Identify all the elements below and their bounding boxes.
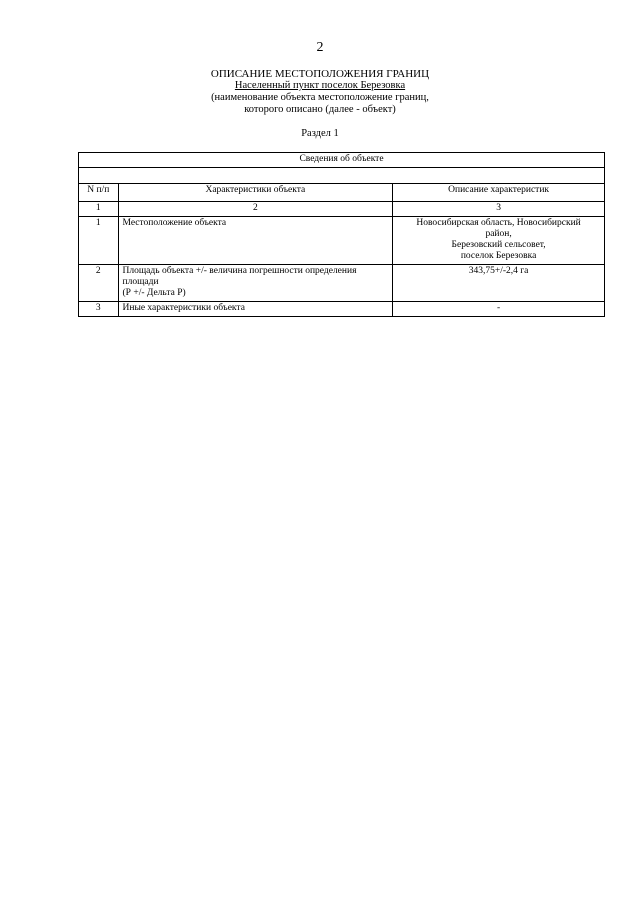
column-header-num: N п/п	[79, 184, 119, 202]
row-description-line: Новосибирская область, Новосибирский	[416, 218, 581, 228]
row-description: -	[393, 302, 605, 317]
column-index-2: 2	[118, 202, 393, 217]
row-description-line: Березовский сельсовет,	[451, 240, 546, 250]
row-number: 2	[79, 265, 119, 302]
table-empty-row	[79, 168, 605, 184]
table-row	[79, 265, 605, 302]
row-description	[393, 217, 605, 265]
row-characteristic: Местоположение объекта	[118, 217, 393, 265]
header-note-line1: (наименование объекта местоположение границ,	[211, 92, 429, 103]
row-characteristic-line: (Р +/- Дельта Р)	[122, 288, 186, 298]
row-characteristic: Иные характеристики объекта	[118, 302, 393, 317]
section-label: Раздел 1	[301, 128, 339, 139]
row-number: 3	[79, 302, 119, 317]
row-description-line: поселок Березовка	[460, 251, 537, 261]
column-header-characteristic: Характеристики объекта	[118, 184, 393, 202]
document-header	[0, 68, 640, 116]
row-characteristic-line: площади	[122, 277, 159, 287]
row-number: 1	[79, 217, 119, 265]
table-row	[79, 217, 605, 265]
table-header-row	[79, 184, 605, 202]
column-index-1: 1	[79, 202, 119, 217]
row-characteristic	[118, 265, 393, 302]
column-header-description: Описание характеристик	[393, 184, 605, 202]
row-description-line: район,	[485, 229, 512, 239]
header-note-line2: которого описано (далее - объект)	[244, 104, 396, 115]
table-empty-cell	[79, 168, 605, 184]
row-characteristic-line: Площадь объекта +/- величина погрешности определения	[122, 266, 357, 276]
table-caption: Сведения об объекте	[79, 153, 605, 168]
object-name: Населенный пункт поселок Березовка	[234, 80, 406, 91]
table-caption-row	[79, 153, 605, 168]
table-index-row	[79, 202, 605, 217]
page-number: 2	[316, 40, 324, 55]
object-info-table	[78, 152, 605, 317]
row-description: 343,75+/-2,4 га	[393, 265, 605, 302]
column-index-3: 3	[393, 202, 605, 217]
table-row	[79, 302, 605, 317]
document-title: ОПИСАНИЕ МЕСТОПОЛОЖЕНИЯ ГРАНИЦ	[210, 68, 430, 80]
